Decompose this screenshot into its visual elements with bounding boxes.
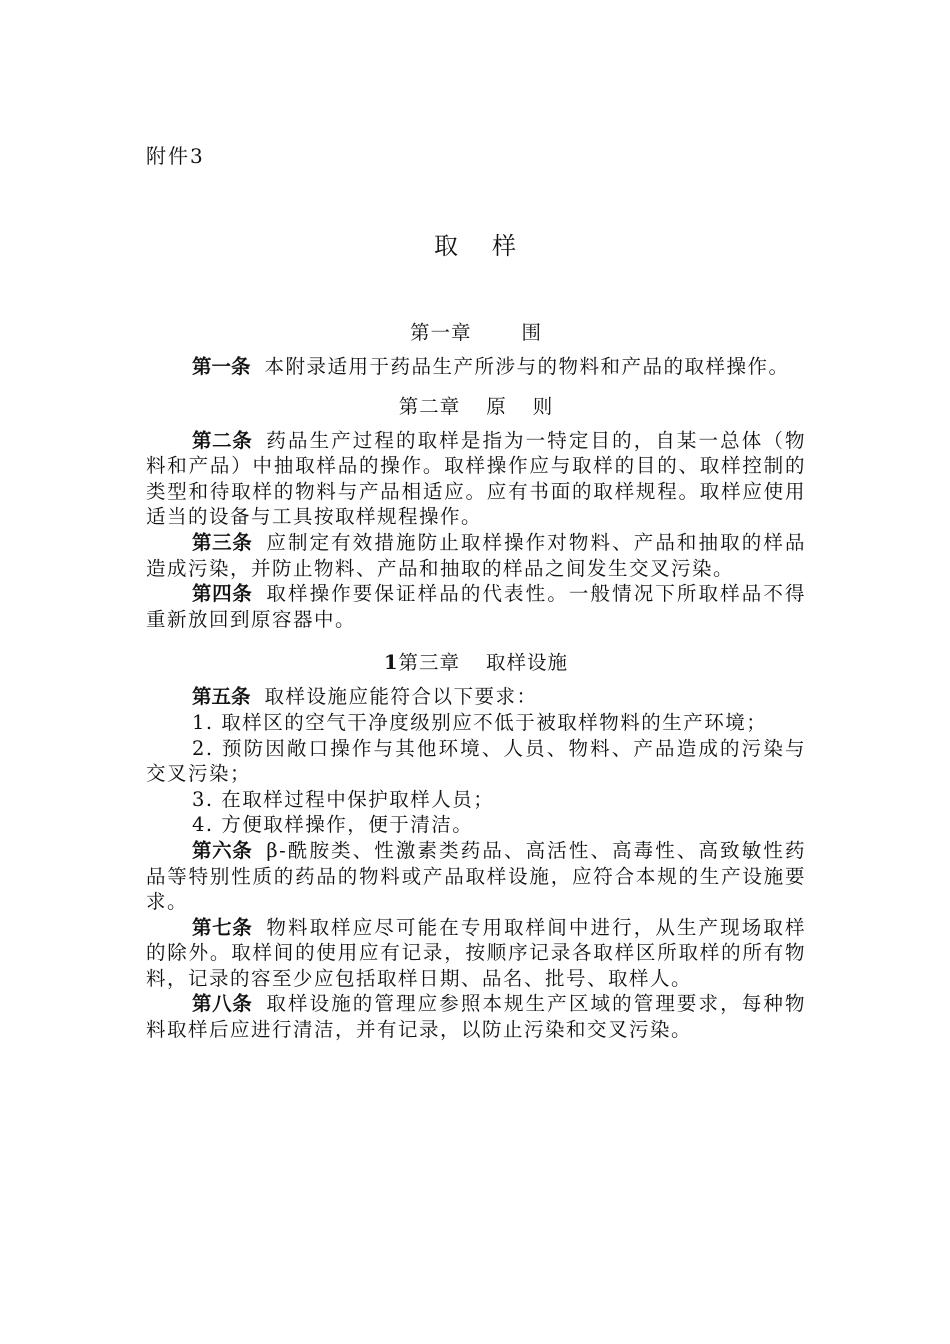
list-item: 3. 在取样过程中保护取样人员； <box>192 787 495 811</box>
article-2 <box>146 428 806 530</box>
chapter-2-heading <box>146 392 806 422</box>
article-3-label: 第三条 <box>192 530 253 554</box>
article-7 <box>146 915 806 992</box>
list-item: 2. 预防因敞口操作与其他环境、人员、物料、产品造成的污染与交叉污染； <box>146 736 806 786</box>
article-5-text: 取样设施应能符合以下要求： <box>264 685 538 709</box>
chapter-3-prefix: 1 <box>383 651 399 675</box>
article-2-label: 第二条 <box>192 428 253 452</box>
document-body <box>146 318 806 1043</box>
chapter-3-heading <box>146 648 806 678</box>
chapter-1-heading <box>146 318 806 348</box>
chapter-3-number: 第三章 <box>398 651 461 675</box>
chapter-1-number: 第一章 <box>409 321 472 344</box>
article-1-label: 第一条 <box>192 355 251 378</box>
article-2-text: 药品生产过程的取样是指为一特定目的，自某一总体（物料和产品）中抽取样品的操作。取样操作应与取样的目的、取样控制的类型和待取样的物料与产品相适应。应有书面的取样规程。取样应使用适当的设备与工具按取样规程操作。 <box>146 428 806 529</box>
article-6 <box>146 838 806 915</box>
attachment-label: 附件3 <box>146 144 205 168</box>
list-item: 4. 方便取样操作，便于清洁。 <box>192 813 474 837</box>
chapter-1-title: 围 <box>521 321 543 344</box>
article-5-label: 第五条 <box>192 685 251 709</box>
chapter-2-title-a: 原 <box>486 394 507 418</box>
article-4-label: 第四条 <box>192 582 253 606</box>
article-3 <box>146 530 806 581</box>
article-6-label: 第六条 <box>192 838 253 862</box>
article-8-text: 取样设施的管理应参照本规生产区域的管理要求，每种物料取样后应进行清洁，并有记录，以防止污染和交叉污染。 <box>146 992 806 1042</box>
article-7-label: 第七条 <box>192 915 253 939</box>
article-1 <box>146 354 806 380</box>
article-8-label: 第八条 <box>192 992 253 1016</box>
chapter-2-title-b: 则 <box>532 394 554 418</box>
chapter-2-number: 第二章 <box>398 394 461 418</box>
article-8 <box>146 991 806 1042</box>
article-6-text: β-酰胺类、性激素类药品、高活性、高毒性、高致敏性药品等特别性质的药品的物料或产品取样设施，应符合本规的生产设施要求。 <box>146 838 806 914</box>
article-4-text: 取样操作要保证样品的代表性。一般情况下所取样品不得重新放回到原容器中。 <box>146 582 806 631</box>
article-7-text: 物料取样应尽可能在专用取样间中进行，从生产现场取样的除外。取样间的使用应有记录，按顺序记录各取样区所取样的所有物料，记录的容至少应包括取样日期、品名、批号、取样人。 <box>146 915 806 990</box>
article-1-text: 本附录适用于药品生产所涉与的物料和产品的取样操作。 <box>264 355 790 378</box>
chapter-3-title: 取样设施 <box>486 651 569 675</box>
article-3-text: 应制定有效措施防止取样操作对物料、产品和抽取的样品造成污染，并防止物料、产品和抽取的样品之间发生交叉污染。 <box>146 530 806 580</box>
article-4 <box>146 581 806 632</box>
list-item: 1. 取样区的空气干净度级别应不低于被取样物料的生产环境； <box>192 710 768 734</box>
article-5 <box>146 684 806 710</box>
document-title: 取样 <box>434 232 550 260</box>
